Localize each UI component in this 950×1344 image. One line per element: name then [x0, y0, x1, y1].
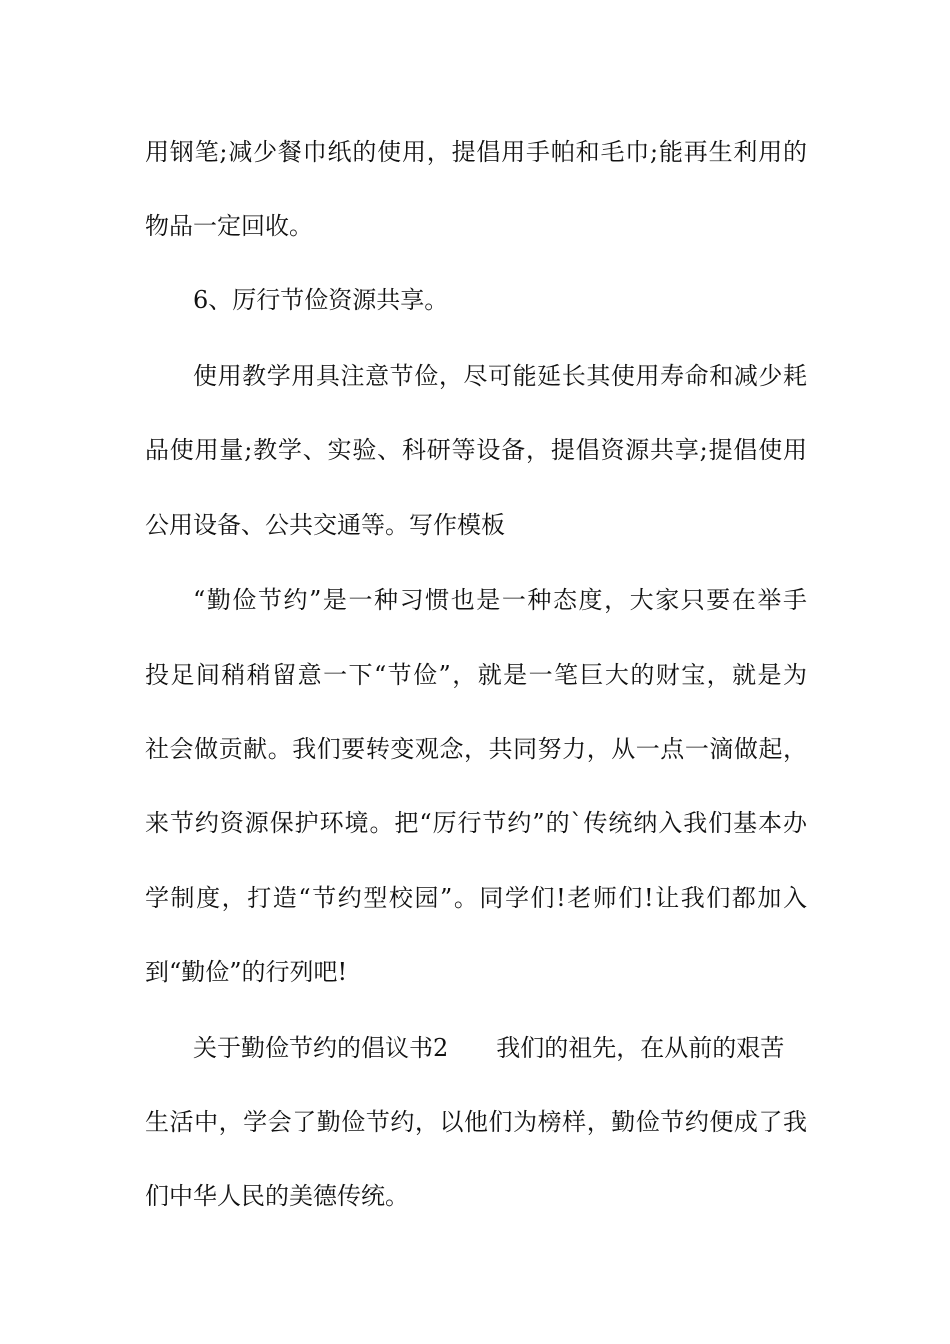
text-line: 用钢笔;减少餐巾纸的使用，提倡用手帕和毛巾;能再生利用的 — [145, 138, 807, 166]
text-line: “勤俭节约”是一种习惯也是一种态度，大家只要在举手 — [193, 586, 807, 614]
text-line: 品使用量;教学、实验、科研等设备，提倡资源共享;提倡使用 — [145, 436, 807, 464]
text-line: 到“勤俭”的行列吧! — [145, 958, 348, 986]
heading-line — [193, 1028, 807, 1068]
text-line: 物品一定回收。 — [145, 212, 313, 240]
text-line: 来节约资源保护环境。把“厉行节约”的`传统纳入我们基本办 — [145, 809, 807, 837]
text-line: 投足间稍稍留意一下“节俭”，就是一笔巨大的财宝，就是为 — [145, 661, 807, 689]
text-line: 生活中，学会了勤俭节约，以他们为榜样，勤俭节约便成了我 — [145, 1108, 807, 1136]
section-text: 我们的祖先，在从前的艰苦 — [496, 1034, 785, 1062]
text-line: 6、厉行节俭资源共享。 — [193, 286, 449, 314]
text-line: 使用教学用具注意节俭，尽可能延长其使用寿命和减少耗 — [193, 362, 807, 390]
text-line: 们中华人民的美德传统。 — [145, 1182, 409, 1210]
text-line: 社会做贡献。我们要转变观念，共同努力，从一点一滴做起， — [145, 735, 807, 763]
text-line: 学制度，打造“节约型校园”。同学们!老师们!让我们都加入 — [145, 884, 807, 912]
section-title: 关于勤俭节约的倡议书2 — [193, 1034, 449, 1062]
text-line: 公用设备、公共交通等。写作模板 — [145, 511, 505, 539]
